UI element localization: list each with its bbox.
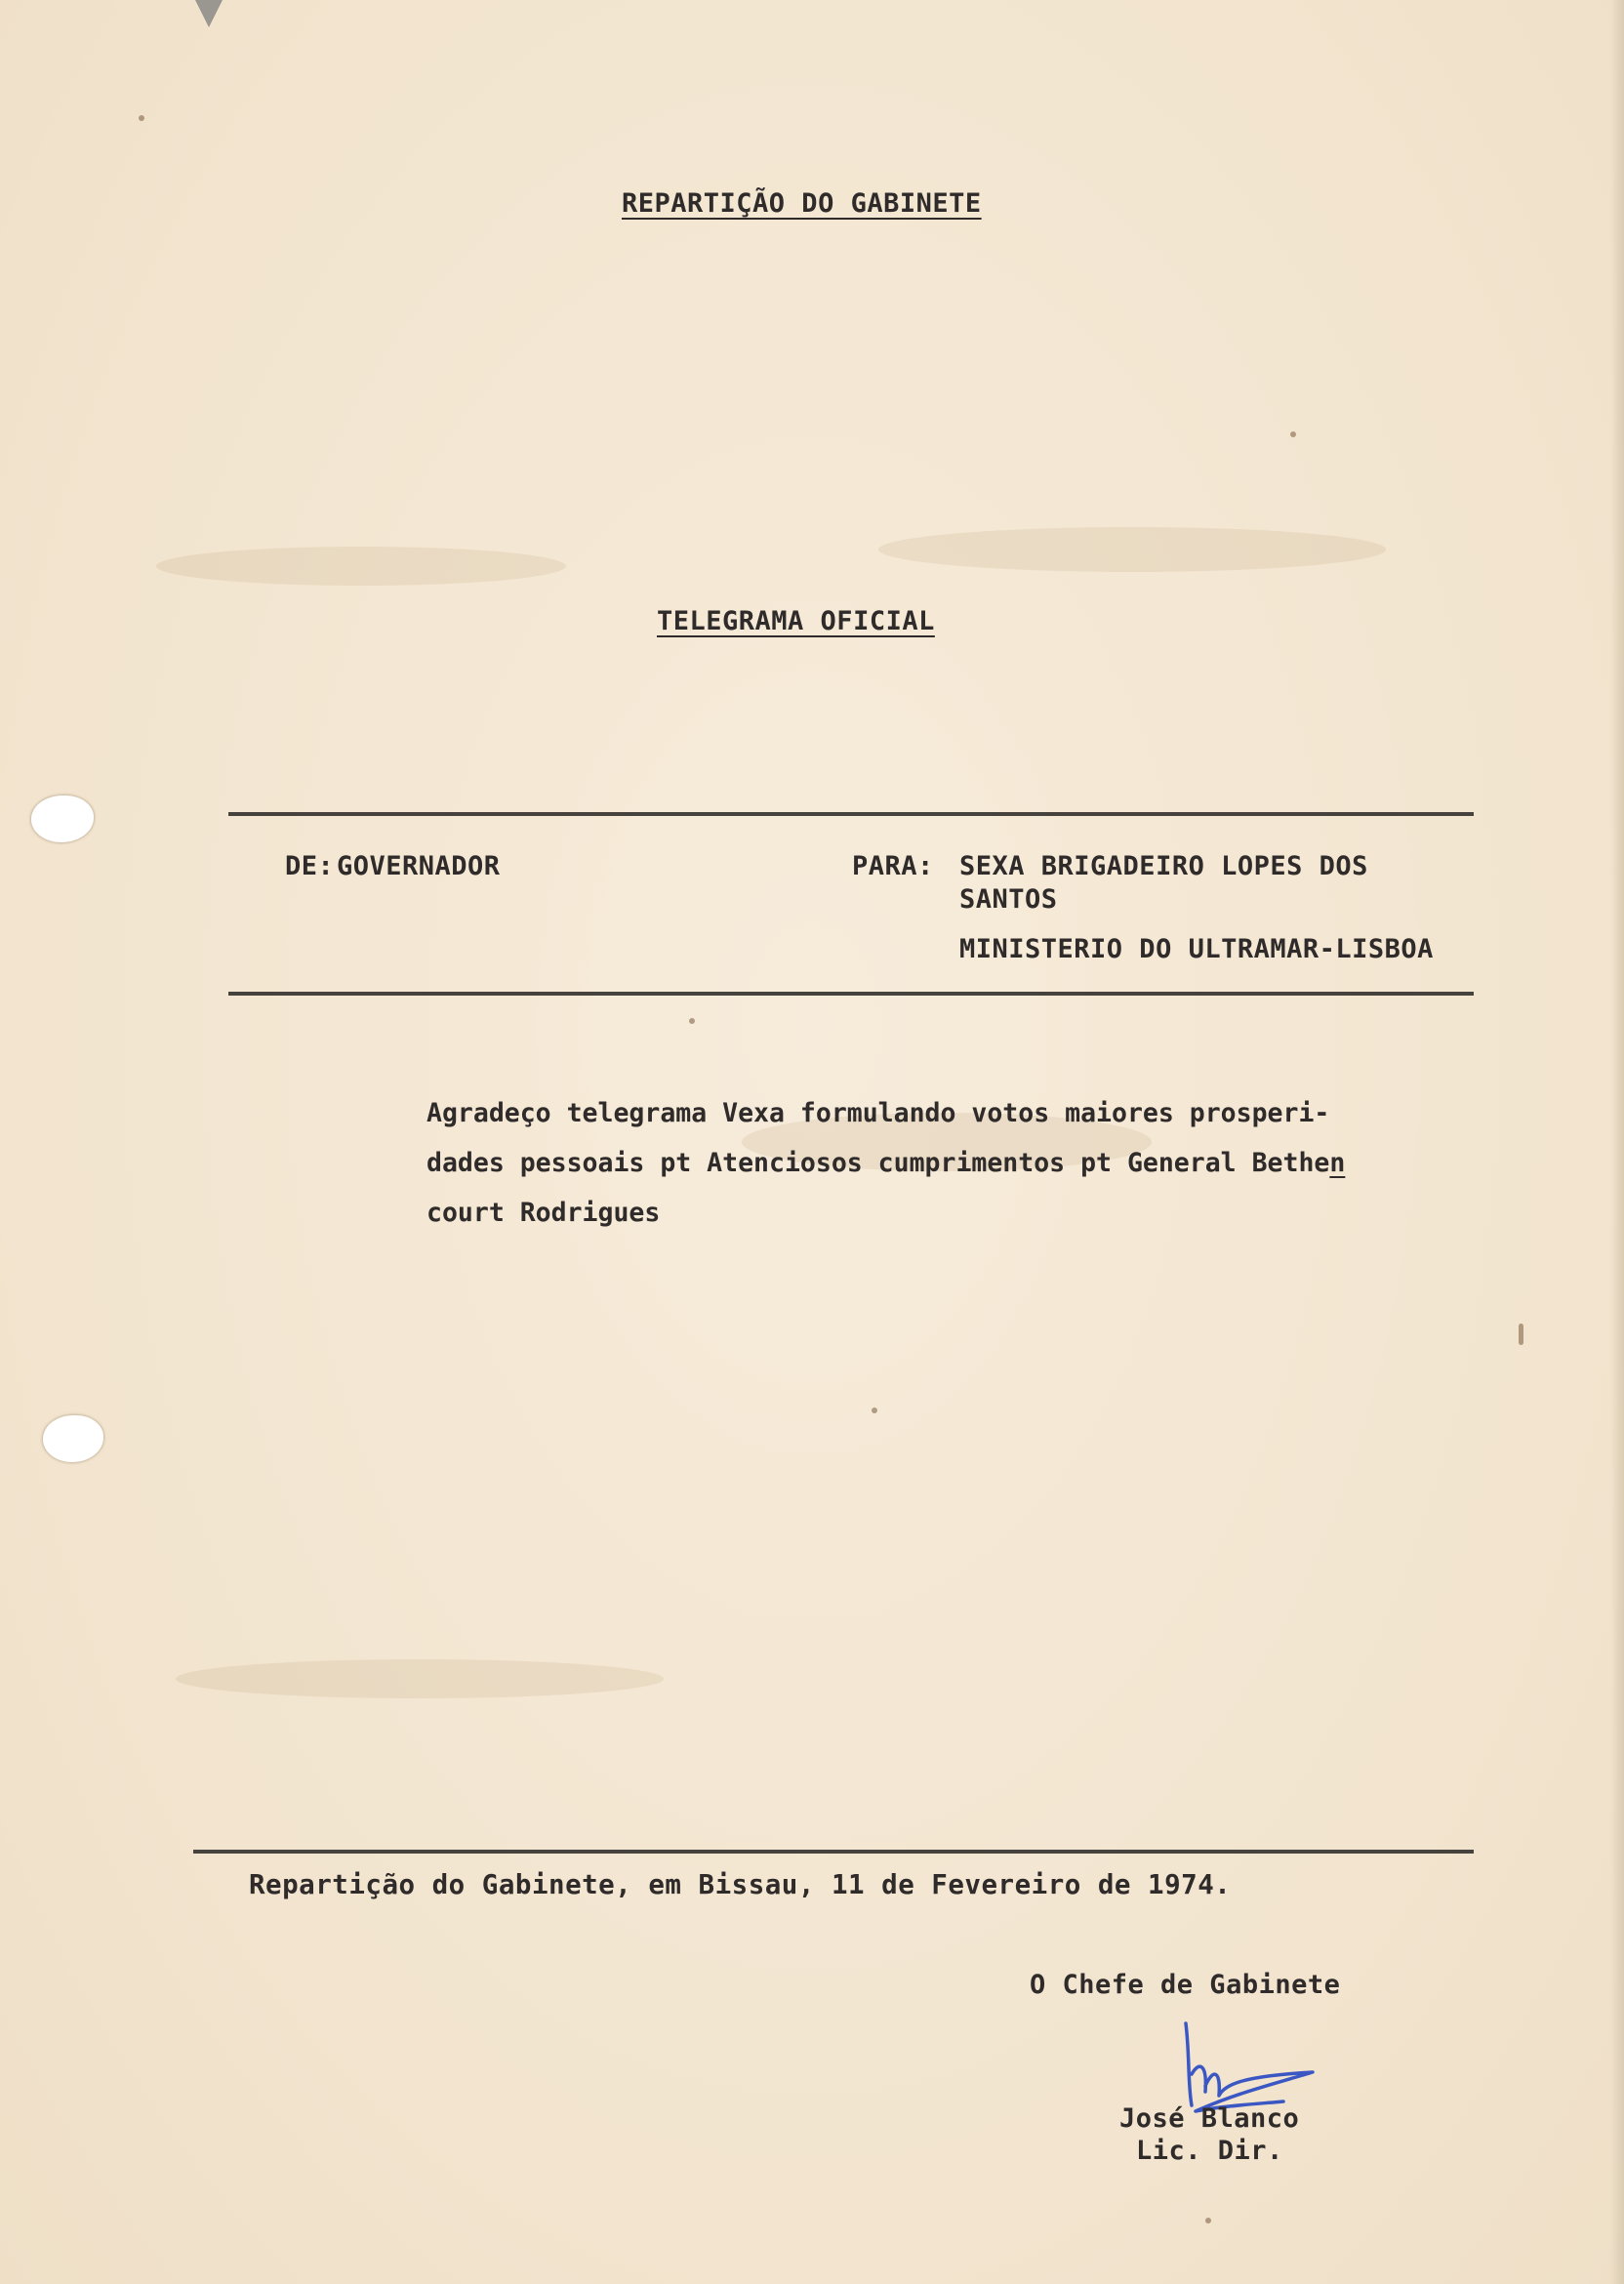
signatory-degree: Lic. Dir. xyxy=(1136,2136,1283,2166)
paper-edge-shade xyxy=(1610,0,1624,2284)
top-divider xyxy=(228,812,1474,816)
message-line: court Rodrigues xyxy=(426,1198,661,1228)
message-line-hyphen-mark: n xyxy=(1329,1148,1346,1178)
place-date-line: Repartição do Gabinete, em Bissau, 11 de Fevereiro de 1974. xyxy=(249,1869,1232,1900)
punch-hole-lower xyxy=(43,1415,103,1462)
to-recipient-ministry: MINISTERIO DO ULTRAMAR-LISBOA xyxy=(959,934,1434,964)
corner-notch xyxy=(195,0,223,27)
telegram-title: TELEGRAMA OFICIAL xyxy=(657,606,935,636)
paper-speck xyxy=(872,1407,877,1413)
footer-divider xyxy=(193,1850,1474,1854)
to-recipient-line2: SANTOS xyxy=(959,884,1058,915)
message-line xyxy=(426,1138,1481,1188)
signatory-name: José Blanco xyxy=(1119,2103,1300,2134)
paper-speck xyxy=(1290,431,1296,437)
paper-stain xyxy=(156,547,566,586)
punch-hole-upper xyxy=(31,795,94,842)
paper-speck xyxy=(689,1018,695,1024)
paper-stain xyxy=(878,527,1386,572)
paper-stain xyxy=(176,1659,664,1698)
message-line: Agradeço telegrama Vexa formulando votos maiores prosperi- xyxy=(426,1098,1330,1128)
paper-speck xyxy=(139,115,144,121)
office-header: REPARTIÇÃO DO GABINETE xyxy=(622,188,982,219)
from-label: DE: xyxy=(285,851,335,881)
signatory-title: O Chefe de Gabinete xyxy=(1030,1970,1341,2000)
message-body xyxy=(426,1088,1481,1238)
paper-speck xyxy=(1205,2218,1211,2223)
header-bottom-divider xyxy=(228,992,1474,996)
to-recipient-line1: SEXA BRIGADEIRO LOPES DOS xyxy=(959,851,1368,881)
message-line-text: dades pessoais pt Atenciosos cumprimentos pt General Bethe xyxy=(426,1148,1330,1178)
from-value: GOVERNADOR xyxy=(337,851,501,881)
paper-speck xyxy=(1519,1324,1523,1345)
to-label: PARA: xyxy=(852,851,934,881)
